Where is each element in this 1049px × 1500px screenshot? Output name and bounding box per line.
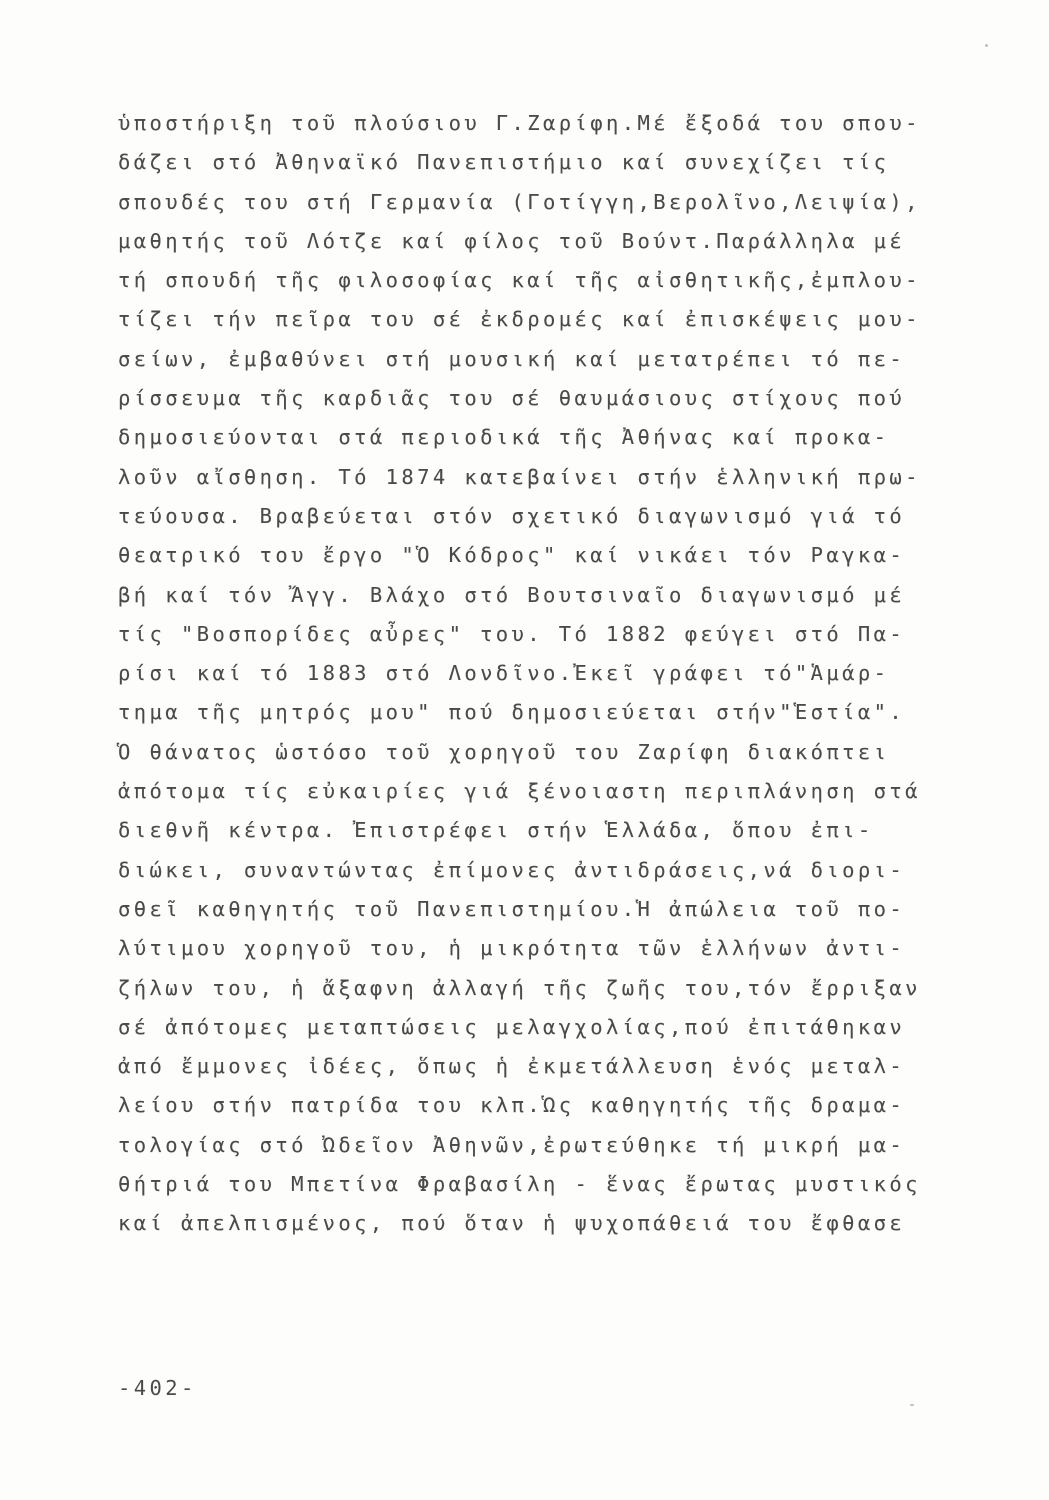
scan-speck (985, 44, 988, 47)
text-line-5: τή σπουδή τῆς φιλοσοφίας καί τῆς αἰσθητικῆς,ἐμπλου- (118, 268, 921, 293)
text-line-12: θεατρικό του ἔργο "Ὁ Κόδρος" καί νικάει τόν Ραγκα- (118, 543, 906, 568)
scan-speck (910, 1404, 914, 1406)
text-line-19: διεθνῆ κέντρα. Ἐπιστρέφει στήν Ἑλλάδα, ὅπου ἐπι- (118, 818, 874, 843)
text-line-18: ἀπότομα τίς εὐκαιρίες γιά ξένοιαστη περιπλάνηση στά (118, 779, 921, 804)
text-line-20: διώκει, συναντώντας ἐπίμονες ἀντιδράσεις,νά διορι- (118, 857, 906, 882)
text-line-4: μαθητής τοῦ Λότζε καί φίλος τοῦ Βούντ.Παράλληλα μέ (118, 228, 906, 253)
page-number: -402- (118, 1376, 197, 1400)
text-line-16: τημα τῆς μητρός μου" πού δημοσιεύεται στήν"Ἑστία". (118, 700, 906, 725)
text-line-6: τίζει τήν πεῖρα του σέ ἐκδρομές καί ἐπισκέψεις μου- (118, 307, 921, 332)
text-line-27: τολογίας στό Ὠδεῖον Ἀθηνῶν,ἐρωτεύθηκε τή μικρή μα- (118, 1132, 906, 1157)
text-line-2: δάζει στό Ἀθηναϊκό Πανεπιστήμιο καί συνεχίζει τίς (118, 150, 890, 175)
text-line-3: σπουδές του στή Γερμανία (Γοτίγγη,Βερολῖνο,Λειψία), (118, 189, 921, 214)
text-line-15: ρίσι καί τό 1883 στό Λονδῖνο.Ἐκεῖ γράφει τό"Ἁμάρ- (118, 661, 890, 686)
text-line-25: ἀπό ἔμμονες ἰδέες, ὅπως ἡ ἐκμετάλλευση ἑνός μεταλ- (118, 1054, 906, 1079)
text-line-1: ὑποστήριξη τοῦ πλούσιου Γ.Ζαρίφη.Μέ ἔξοδά του σπου- (118, 111, 921, 135)
text-line-17: Ὁ θάνατος ὡστόσο τοῦ χορηγοῦ του Ζαρίφη διακόπτει (118, 739, 890, 764)
text-line-8: ρίσσευμα τῆς καρδιᾶς του σέ θαυμάσιους στίχους πού (118, 386, 906, 411)
text-line-21: σθεῖ καθηγητής τοῦ Πανεπιστημίου.Ἡ ἀπώλεια τοῦ πο- (118, 896, 906, 921)
text-line-7: σείων, ἐμβαθύνει στή μουσική καί μετατρέπει τό πε- (118, 346, 906, 371)
body-text (118, 104, 1018, 1244)
text-line-23: ζήλων του, ἡ ἄξαφνη ἀλλαγή τῆς ζωῆς του,τόν ἔρριξαν (118, 975, 921, 1000)
text-line-29: καί ἀπελπισμένος, πού ὅταν ἡ ψυχοπάθειά του ἔφθασε (118, 1211, 906, 1236)
text-line-9: δημοσιεύονται στά περιοδικά τῆς Ἀθήνας καί προκα- (118, 425, 890, 450)
text-line-13: βή καί τόν Ἄγγ. Βλάχο στό Βουτσιναῖο διαγωνισμό μέ (118, 582, 906, 607)
text-line-22: λύτιμου χορηγοῦ του, ἡ μικρότητα τῶν ἑλλήνων ἀντι- (118, 936, 906, 961)
text-line-24: σέ ἀπότομες μεταπτώσεις μελαγχολίας,πού ἐπιτάθηκαν (118, 1014, 906, 1039)
text-line-11: τεύουσα. Βραβεύεται στόν σχετικό διαγωνισμό γιά τό (118, 503, 906, 528)
text-line-10: λοῦν αἴσθηση. Τό 1874 κατεβαίνει στήν ἑλληνική πρω- (118, 464, 921, 489)
text-line-26: λείου στήν πατρίδα του κλπ.Ὡς καθηγητής τῆς δραμα- (118, 1093, 906, 1118)
text-line-14: τίς "Βοσπορίδες αὖρες" του. Τό 1882 φεύγει στό Πα- (118, 621, 906, 646)
text-line-28: θήτριά του Μπετίνα Φραβασίλη - ἕνας ἔρωτας μυστικός (118, 1172, 921, 1197)
